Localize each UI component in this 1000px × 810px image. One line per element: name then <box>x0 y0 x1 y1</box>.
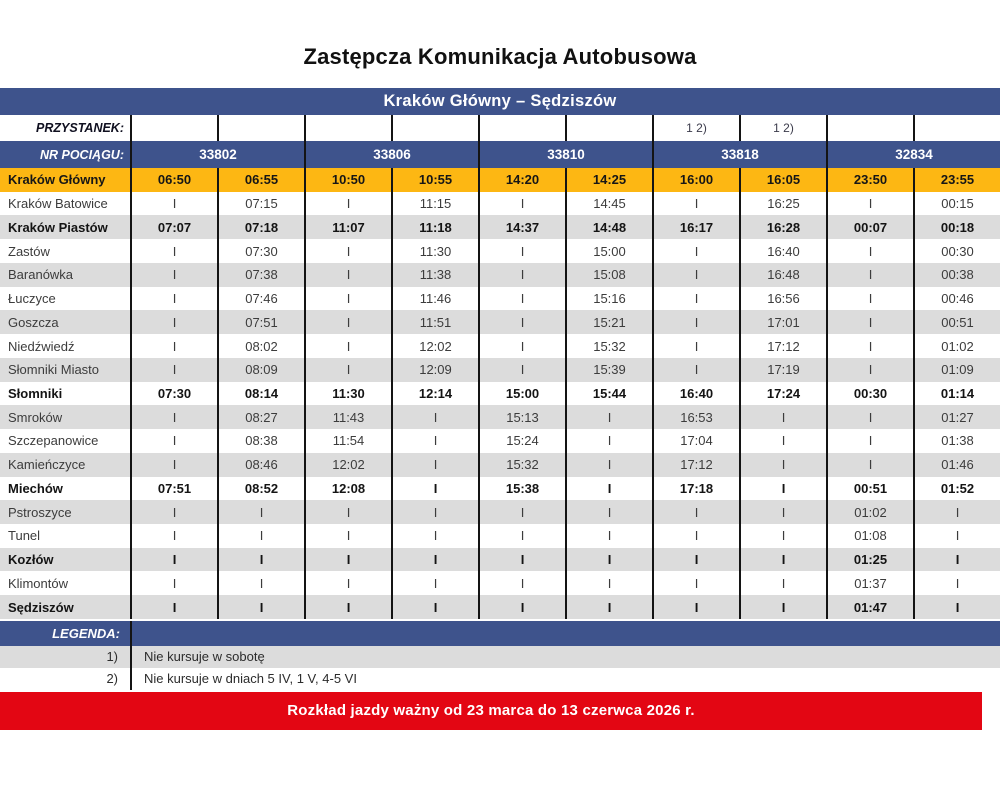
time-cell: 01:08 <box>826 524 913 548</box>
time-cell: I <box>304 524 391 548</box>
time-cell: I <box>565 571 652 595</box>
time-cell: 00:15 <box>913 192 1000 216</box>
legend-item <box>0 668 1000 690</box>
time-cell: 14:37 <box>478 215 565 239</box>
time-cell: I <box>304 334 391 358</box>
time-cell: 16:48 <box>739 263 826 287</box>
time-cell: 00:51 <box>826 477 913 501</box>
time-cell: I <box>652 239 739 263</box>
time-cell: 00:30 <box>913 239 1000 263</box>
time-cell: I <box>826 334 913 358</box>
time-cell: 16:40 <box>739 239 826 263</box>
time-cell: I <box>478 500 565 524</box>
time-cell: 16:56 <box>739 287 826 311</box>
route-header: Kraków Główny – Sędziszów <box>0 88 1000 115</box>
station-cell: Kamieńczyce <box>8 457 86 473</box>
time-cell: 10:55 <box>391 168 478 192</box>
time-cell: I <box>130 453 217 477</box>
time-cell: 15:13 <box>478 405 565 429</box>
time-cell: I <box>913 524 1000 548</box>
time-cell: 11:07 <box>304 215 391 239</box>
time-cell: I <box>478 310 565 334</box>
time-cell: 15:38 <box>478 477 565 501</box>
timetable-row <box>0 334 1000 358</box>
time-cell: I <box>826 287 913 311</box>
time-cell: I <box>130 334 217 358</box>
time-cell: 00:51 <box>913 310 1000 334</box>
legend-items <box>0 646 1000 690</box>
time-cell: I <box>217 524 304 548</box>
time-cell: 23:50 <box>826 168 913 192</box>
timetable-body <box>0 168 1000 619</box>
time-cell: I <box>739 595 826 619</box>
stop-note-cell <box>826 115 913 141</box>
time-cell: I <box>478 524 565 548</box>
time-cell: 16:00 <box>652 168 739 192</box>
time-cell: 16:53 <box>652 405 739 429</box>
time-cell: I <box>652 192 739 216</box>
time-cell: 01:02 <box>826 500 913 524</box>
time-cell: 01:46 <box>913 453 1000 477</box>
time-cell: I <box>391 429 478 453</box>
time-cell: 15:44 <box>565 382 652 406</box>
time-cell: 12:08 <box>304 477 391 501</box>
timetable-row <box>0 429 1000 453</box>
time-cell: 15:32 <box>478 453 565 477</box>
stop-note-cell <box>304 115 391 141</box>
time-cell: I <box>565 595 652 619</box>
time-cell: I <box>130 429 217 453</box>
timetable-row <box>0 168 1000 192</box>
time-cell: 11:38 <box>391 263 478 287</box>
time-cell: I <box>391 548 478 572</box>
stop-note-cell: 1 2) <box>739 115 826 141</box>
station-cell: Pstroszyce <box>8 504 72 520</box>
station-cell: Kraków Batowice <box>8 196 108 212</box>
time-cell: 12:09 <box>391 358 478 382</box>
time-cell: I <box>391 595 478 619</box>
time-cell: I <box>478 239 565 263</box>
time-cell: I <box>391 477 478 501</box>
station-cell: Kozłów <box>8 552 54 568</box>
time-cell: I <box>478 358 565 382</box>
legend-label: LEGENDA: <box>52 625 120 641</box>
time-cell: I <box>826 429 913 453</box>
time-cell: 01:14 <box>913 382 1000 406</box>
legend-text: Nie kursuje w dniach 5 IV, 1 V, 4-5 VI <box>130 668 1000 690</box>
time-cell: I <box>652 595 739 619</box>
timetable <box>0 88 1000 730</box>
timetable-row <box>0 477 1000 501</box>
time-cell: I <box>130 192 217 216</box>
time-cell: I <box>130 287 217 311</box>
time-cell: I <box>565 453 652 477</box>
time-cell: I <box>304 571 391 595</box>
time-cell: 15:32 <box>565 334 652 358</box>
time-cell: 10:50 <box>304 168 391 192</box>
time-cell: 23:55 <box>913 168 1000 192</box>
timetable-row <box>0 524 1000 548</box>
time-cell: I <box>826 358 913 382</box>
time-cell: I <box>304 263 391 287</box>
time-cell: I <box>478 263 565 287</box>
time-cell: 17:12 <box>652 453 739 477</box>
station-cell: Łuczyce <box>8 291 56 307</box>
time-cell: 15:08 <box>565 263 652 287</box>
time-cell: I <box>739 548 826 572</box>
time-cell: I <box>391 500 478 524</box>
time-cell: I <box>739 429 826 453</box>
timetable-row <box>0 310 1000 334</box>
time-cell: 11:18 <box>391 215 478 239</box>
time-cell: I <box>304 239 391 263</box>
time-cell: I <box>565 429 652 453</box>
time-cell: 15:16 <box>565 287 652 311</box>
station-cell: Baranówka <box>8 267 74 283</box>
time-cell: I <box>304 358 391 382</box>
stop-note-cell <box>130 115 217 141</box>
time-cell: 08:46 <box>217 453 304 477</box>
time-cell: I <box>391 453 478 477</box>
time-cell: 15:24 <box>478 429 565 453</box>
station-cell: Zastów <box>8 243 50 259</box>
time-cell: I <box>130 524 217 548</box>
time-cell: I <box>478 595 565 619</box>
time-cell: I <box>130 571 217 595</box>
time-cell: 00:38 <box>913 263 1000 287</box>
station-cell: Klimontów <box>8 575 68 591</box>
time-cell: 07:38 <box>217 263 304 287</box>
time-cell: 11:30 <box>391 239 478 263</box>
time-cell: 17:18 <box>652 477 739 501</box>
timetable-row <box>0 382 1000 406</box>
time-cell: 17:24 <box>739 382 826 406</box>
time-cell: I <box>913 595 1000 619</box>
time-cell: I <box>826 239 913 263</box>
time-cell: I <box>304 287 391 311</box>
time-cell: I <box>826 453 913 477</box>
legend-text: Nie kursuje w sobotę <box>130 646 1000 668</box>
time-cell: I <box>304 595 391 619</box>
timetable-row <box>0 287 1000 311</box>
time-cell: 01:27 <box>913 405 1000 429</box>
time-cell: I <box>565 524 652 548</box>
page-title: Zastępcza Komunikacja Autobusowa <box>303 44 697 69</box>
time-cell: 07:30 <box>217 239 304 263</box>
time-cell: I <box>217 500 304 524</box>
time-cell: 00:07 <box>826 215 913 239</box>
timetable-row <box>0 595 1000 619</box>
time-cell: 07:18 <box>217 215 304 239</box>
time-cell: 11:43 <box>304 405 391 429</box>
time-cell: 00:46 <box>913 287 1000 311</box>
time-cell: 17:04 <box>652 429 739 453</box>
time-cell: I <box>739 500 826 524</box>
legend-item <box>0 646 1000 668</box>
time-cell: I <box>739 453 826 477</box>
time-cell: I <box>652 500 739 524</box>
station-cell: Słomniki <box>8 385 63 401</box>
time-cell: I <box>478 548 565 572</box>
time-cell: 15:00 <box>565 239 652 263</box>
legend-bar-spacer <box>130 621 1000 646</box>
train-number-cell: 32834 <box>826 141 1000 168</box>
time-cell: I <box>652 524 739 548</box>
station-cell: Miechów <box>8 480 63 496</box>
time-cell: I <box>826 263 913 287</box>
time-cell: 15:39 <box>565 358 652 382</box>
time-cell: 07:51 <box>130 477 217 501</box>
stop-row-label: PRZYSTANEK: <box>36 121 124 135</box>
time-cell: 12:02 <box>391 334 478 358</box>
time-cell: 14:20 <box>478 168 565 192</box>
time-cell: I <box>304 192 391 216</box>
time-cell: I <box>478 334 565 358</box>
time-cell: 06:50 <box>130 168 217 192</box>
time-cell: I <box>739 571 826 595</box>
timetable-row <box>0 500 1000 524</box>
timetable-row <box>0 548 1000 572</box>
time-cell: 01:02 <box>913 334 1000 358</box>
time-cell: 01:25 <box>826 548 913 572</box>
station-cell: Tunel <box>8 528 41 544</box>
timetable-row <box>0 571 1000 595</box>
legend-marker: 1) <box>106 649 118 665</box>
time-cell: I <box>652 358 739 382</box>
time-cell: I <box>739 405 826 429</box>
train-number-cell: 33806 <box>304 141 478 168</box>
time-cell: I <box>130 310 217 334</box>
stop-note-cell: 1 2) <box>652 115 739 141</box>
time-cell: I <box>652 571 739 595</box>
time-cell: 12:14 <box>391 382 478 406</box>
station-cell: Szczepanowice <box>8 433 99 449</box>
time-cell: I <box>652 310 739 334</box>
time-cell: I <box>304 500 391 524</box>
time-cell: 14:45 <box>565 192 652 216</box>
time-cell: I <box>913 500 1000 524</box>
time-cell: 12:02 <box>304 453 391 477</box>
stop-note-cell <box>478 115 565 141</box>
station-cell: Kraków Główny <box>8 172 106 188</box>
time-cell: I <box>391 524 478 548</box>
station-cell: Goszcza <box>8 314 59 330</box>
time-cell: 06:55 <box>217 168 304 192</box>
footer-banner: Rozkład jazdy ważny od 23 marca do 13 czerwca 2026 r. <box>0 692 982 730</box>
time-cell: I <box>652 334 739 358</box>
time-cell: I <box>913 548 1000 572</box>
time-cell: I <box>826 192 913 216</box>
time-cell: I <box>130 358 217 382</box>
time-cell: I <box>913 571 1000 595</box>
time-cell: 01:09 <box>913 358 1000 382</box>
time-cell: 11:30 <box>304 382 391 406</box>
station-cell: Słomniki Miasto <box>8 362 100 378</box>
stop-note-cell <box>913 115 1000 141</box>
time-cell: 08:02 <box>217 334 304 358</box>
time-cell: I <box>391 405 478 429</box>
legend-marker: 2) <box>106 671 118 687</box>
stop-note-cell <box>217 115 304 141</box>
time-cell: I <box>652 548 739 572</box>
train-number-cell: 33802 <box>130 141 304 168</box>
station-cell: Kraków Piastów <box>8 219 108 235</box>
station-cell: Smroków <box>8 409 63 425</box>
time-cell: 11:54 <box>304 429 391 453</box>
time-cell: 15:21 <box>565 310 652 334</box>
time-cell: I <box>217 571 304 595</box>
timetable-row <box>0 453 1000 477</box>
time-cell: 07:15 <box>217 192 304 216</box>
time-cell: I <box>565 405 652 429</box>
station-cell: Sędziszów <box>8 599 74 615</box>
time-cell: I <box>217 548 304 572</box>
station-cell: Niedźwiedź <box>8 338 75 354</box>
time-cell: 07:30 <box>130 382 217 406</box>
time-cell: I <box>130 263 217 287</box>
time-cell: I <box>217 595 304 619</box>
time-cell: I <box>739 524 826 548</box>
time-cell: 16:05 <box>739 168 826 192</box>
time-cell: 07:46 <box>217 287 304 311</box>
time-cell: 00:18 <box>913 215 1000 239</box>
time-cell: 11:51 <box>391 310 478 334</box>
stop-header-row <box>0 115 1000 141</box>
train-number-cell: 33818 <box>652 141 826 168</box>
time-cell: I <box>478 571 565 595</box>
time-cell: 01:37 <box>826 571 913 595</box>
time-cell: 08:14 <box>217 382 304 406</box>
timetable-row <box>0 358 1000 382</box>
time-cell: 11:46 <box>391 287 478 311</box>
time-cell: 11:15 <box>391 192 478 216</box>
time-cell: I <box>739 477 826 501</box>
time-cell: 14:48 <box>565 215 652 239</box>
time-cell: I <box>478 192 565 216</box>
time-cell: 17:19 <box>739 358 826 382</box>
timetable-row <box>0 239 1000 263</box>
time-cell: I <box>304 548 391 572</box>
time-cell: I <box>826 405 913 429</box>
time-cell: 17:12 <box>739 334 826 358</box>
time-cell: I <box>130 405 217 429</box>
timetable-row <box>0 192 1000 216</box>
time-cell: 00:30 <box>826 382 913 406</box>
time-cell: I <box>130 548 217 572</box>
time-cell: 01:47 <box>826 595 913 619</box>
time-cell: 07:51 <box>217 310 304 334</box>
time-cell: I <box>652 263 739 287</box>
timetable-row <box>0 263 1000 287</box>
time-cell: I <box>130 500 217 524</box>
time-cell: I <box>304 310 391 334</box>
train-row-label: NR POCIĄGU: <box>39 147 124 162</box>
time-cell: 16:25 <box>739 192 826 216</box>
train-number-cell: 33810 <box>478 141 652 168</box>
time-cell: 16:28 <box>739 215 826 239</box>
time-cell: 15:00 <box>478 382 565 406</box>
time-cell: 08:38 <box>217 429 304 453</box>
time-cell: I <box>565 500 652 524</box>
time-cell: 16:40 <box>652 382 739 406</box>
time-cell: I <box>391 571 478 595</box>
time-cell: I <box>652 287 739 311</box>
time-cell: 08:09 <box>217 358 304 382</box>
time-cell: 08:52 <box>217 477 304 501</box>
time-cell: 16:17 <box>652 215 739 239</box>
time-cell: I <box>478 287 565 311</box>
timetable-row <box>0 215 1000 239</box>
stop-note-cell <box>565 115 652 141</box>
time-cell: I <box>130 239 217 263</box>
time-cell: 14:25 <box>565 168 652 192</box>
time-cell: I <box>826 310 913 334</box>
time-cell: I <box>130 595 217 619</box>
stop-note-cell <box>391 115 478 141</box>
timetable-row <box>0 405 1000 429</box>
train-number-row <box>0 141 1000 168</box>
legend-bar <box>0 621 1000 646</box>
time-cell: 01:38 <box>913 429 1000 453</box>
time-cell: 17:01 <box>739 310 826 334</box>
time-cell: 08:27 <box>217 405 304 429</box>
time-cell: 01:52 <box>913 477 1000 501</box>
time-cell: I <box>565 548 652 572</box>
time-cell: 07:07 <box>130 215 217 239</box>
time-cell: I <box>565 477 652 501</box>
